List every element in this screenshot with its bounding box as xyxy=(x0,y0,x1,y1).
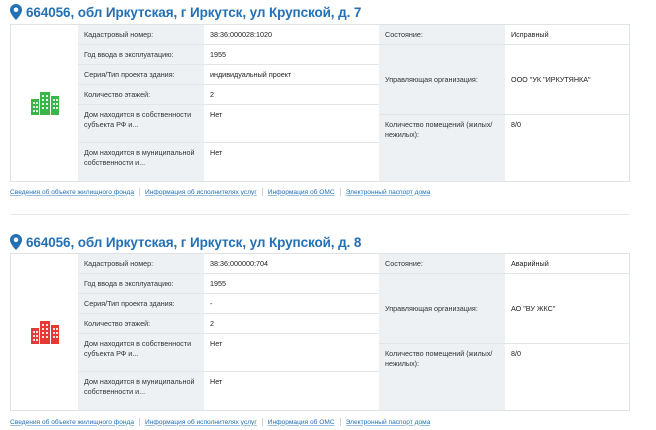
service-providers-link[interactable]: Информация об исполнителях услуг xyxy=(145,188,257,196)
oms-info-link[interactable]: Информация об ОМС xyxy=(267,418,335,426)
floors-label: Количество этажей: xyxy=(78,314,204,334)
location-pin-icon xyxy=(10,234,22,250)
management-org-label: Управляющая организация: xyxy=(379,45,505,115)
electronic-passport-link[interactable]: Электронный паспорт дома xyxy=(345,418,431,426)
service-providers-link[interactable]: Информация об исполнителях услуг xyxy=(145,418,257,426)
series-label: Серия/Тип проекта здания: xyxy=(78,65,204,85)
management-org-value: ООО "УК "ИРКУТЯНКА" xyxy=(505,45,630,115)
right-label-column xyxy=(379,254,505,410)
state-value: Аварийный xyxy=(505,254,630,274)
label-column xyxy=(78,254,204,410)
right-value-column xyxy=(505,25,630,181)
record-links xyxy=(10,186,430,198)
value-column xyxy=(204,254,379,410)
rooms-count-label: Количество помещений (жилых/нежилых): xyxy=(385,349,493,368)
label-column xyxy=(78,25,204,181)
series-value: - xyxy=(204,294,379,314)
year-value: 1955 xyxy=(204,45,379,65)
floors-value: 2 xyxy=(204,85,379,105)
house-info-card xyxy=(10,253,630,411)
housing-object-info-link[interactable]: Сведения об объекте жилищного фонда xyxy=(10,188,135,196)
cadastral-label: Кадастровый номер: xyxy=(78,25,204,45)
series-label: Серия/Тип проекта здания: xyxy=(78,294,204,314)
rooms-count-value: 8/0 xyxy=(511,120,521,129)
municipal-ownership-value: Нет xyxy=(210,148,223,157)
value-column xyxy=(204,25,379,181)
record-title xyxy=(10,2,630,22)
subject-ownership-label: Дом находится в собственности субъекта РФ и... xyxy=(78,105,204,143)
cadastral-value: 38:36:000000:704 xyxy=(204,254,379,274)
location-pin-icon xyxy=(10,4,22,20)
state-label: Состояние: xyxy=(379,25,505,45)
cadastral-value: 38:36:000028:1020 xyxy=(204,25,379,45)
record-title xyxy=(10,232,630,252)
subject-ownership-label: Дом находится в собственности субъекта РФ и... xyxy=(78,334,204,372)
house-info-card xyxy=(10,24,630,182)
building-icon xyxy=(30,319,60,345)
house-address-link[interactable]: 664056, обл Иркутская, г Иркутск, ул Крупской, д. 8 xyxy=(26,234,362,250)
floors-value: 2 xyxy=(204,314,379,334)
municipal-ownership-value: Нет xyxy=(210,377,223,386)
electronic-passport-link[interactable]: Электронный паспорт дома xyxy=(345,188,431,196)
rooms-count-value: 8/0 xyxy=(511,349,521,358)
cadastral-label: Кадастровый номер: xyxy=(78,254,204,274)
right-value-column xyxy=(505,254,630,410)
house-record xyxy=(10,232,630,426)
subject-ownership-value: Нет xyxy=(204,105,379,143)
state-value: Исправный xyxy=(505,25,630,45)
right-label-column xyxy=(379,25,505,181)
series-value: индивидуальный проект xyxy=(204,65,379,85)
house-record xyxy=(10,2,630,196)
house-address-link[interactable]: 664056, обл Иркутская, г Иркутск, ул Крупской, д. 7 xyxy=(26,4,362,20)
year-label: Год ввода в эксплуатацию: xyxy=(78,45,204,65)
municipal-ownership-label: Дом находится в муниципальной собственности и... xyxy=(84,148,195,167)
house-status-icon-cell xyxy=(11,254,78,410)
state-label: Состояние: xyxy=(379,254,505,274)
management-org-label: Управляющая организация: xyxy=(379,274,505,344)
rooms-count-label: Количество помещений (жилых/нежилых): xyxy=(385,120,493,139)
oms-info-link[interactable]: Информация об ОМС xyxy=(267,188,335,196)
record-links xyxy=(10,416,430,428)
floors-label: Количество этажей: xyxy=(78,85,204,105)
municipal-ownership-label: Дом находится в муниципальной собственности и... xyxy=(84,377,195,396)
year-value: 1955 xyxy=(204,274,379,294)
record-divider xyxy=(10,214,630,215)
year-label: Год ввода в эксплуатацию: xyxy=(78,274,204,294)
housing-object-info-link[interactable]: Сведения об объекте жилищного фонда xyxy=(10,418,135,426)
building-icon xyxy=(30,90,60,116)
subject-ownership-value: Нет xyxy=(204,334,379,372)
management-org-value: АО "ВУ ЖКС" xyxy=(505,274,630,344)
house-status-icon-cell xyxy=(11,25,78,181)
